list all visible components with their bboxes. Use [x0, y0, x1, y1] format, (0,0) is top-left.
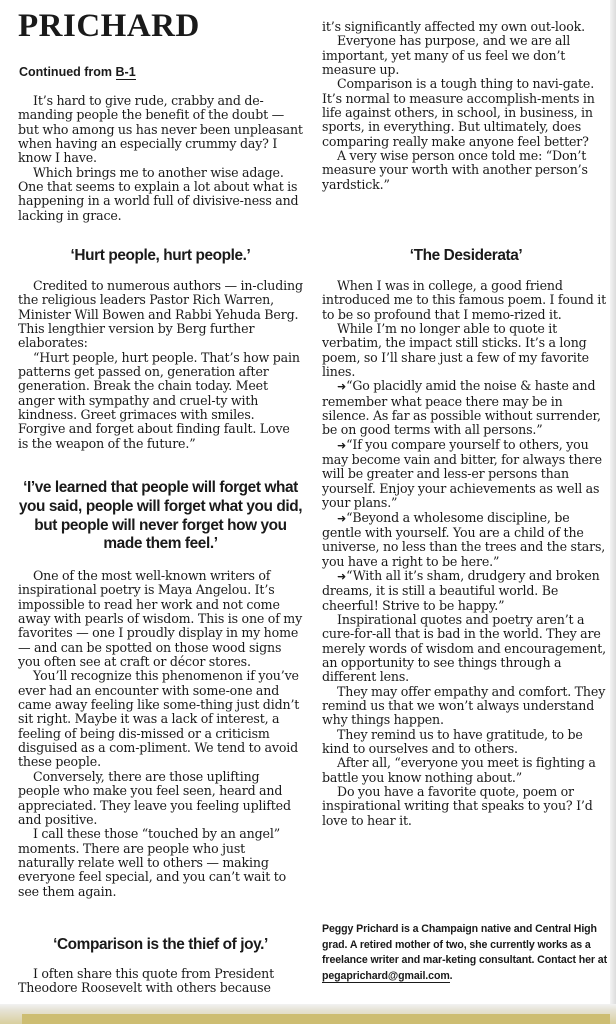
quote-paragraph [322, 511, 610, 569]
bio-text: Peggy Prichard is a Champaign native and Central High grad. A retired mother of two, she currently works as a freelance writer and mar-keting consultant. Contact her at [322, 923, 608, 966]
continued-page-link[interactable]: B-1 [115, 65, 136, 79]
paragraph: One of the most well-known writers of inspirational poetry is Maya Angelou. It’s impossible to read her work and not come away with pearls of wisdom. This is one of my favorites — one I proudly display in my home — and can be spotted on those wood signs you often see at craft or décor stores. [18, 568, 303, 670]
section-hurt-people-text [18, 279, 303, 451]
quote-paragraph [322, 569, 610, 613]
paragraph: After all, “everyone you meet is fighting a battle you know nothing about.” [322, 755, 596, 785]
paragraph: While I’m no longer able to quote it verbatim, the impact still sticks. It’s a long poem, so I’ll share just a few of my favorite lines. [322, 321, 589, 380]
paragraph: I call these those “touched by an angel” moments. There are people who just naturally relate well to others — making everyone feel special, and you can’t wait to see them again. [18, 826, 287, 899]
intro-text [18, 94, 303, 223]
quote-text: “Go placidly amid the noise & haste and remember what peace there may be in silence. As far as possible without surrender, be on good terms with all persons.” [322, 378, 601, 438]
quote-paragraph [322, 379, 610, 437]
paragraph: Conversely, there are those uplifting people who make you feel seen, heard and appreciated. They leave you feeling uplifted and positive. [18, 768, 291, 827]
paragraph: They remind us to have gratitude, to be kind to ourselves and to others. [322, 726, 583, 756]
paragraph: It’s hard to give rude, crabby and de-manding people the benefit of the doubt — but who among us has never been unpleasant when having an especially crummy day? I know I have. [18, 93, 303, 166]
author-bio [322, 922, 610, 984]
quote-text: “Beyond a wholesome discipline, be gentle with yourself. You are a child of the universe, no less than the trees and the stars, you have a right to be here.” [322, 509, 606, 569]
author-email-link[interactable]: pegaprichard@gmail.com [322, 969, 450, 982]
arrow-icon: ➜ [337, 438, 347, 452]
subhead-hurt-people: ‘Hurt people, hurt people.’ [70, 247, 251, 264]
paragraph: Comparison is a tough thing to navi-gate. It’s normal to measure accomplish-ments in life against others, in school, in business, in sports, in everything. But ultimately, does comparing really make anyone feel better? [322, 76, 595, 149]
bottom-tan-strip [22, 1014, 610, 1024]
subhead-desiderata: ‘The Desiderata’ [409, 247, 523, 264]
continued-label: Continued from [19, 65, 116, 79]
paragraph: “Hurt people, hurt people. That’s how pain patterns get passed on, generation after generation. Break the chain today. Meet anger with sympathy and cruel-ty with kindness. Greet grimaces with smiles. Forgive and forget about finding fault. Love is the weapon of the future.” [18, 349, 300, 451]
right-top-text [322, 20, 610, 192]
bio-paragraph [322, 922, 610, 984]
bio-end: . [449, 969, 453, 982]
subhead-angelou-quote: ‘I’ve learned that people will forget what you said, people will forget what you did, but people will never forget how you made them feel.’ [18, 479, 303, 553]
article-title: PRICHARD [18, 8, 200, 44]
paragraph: I often share this quote from President Theodore Roosevelt with others because [18, 966, 275, 996]
continued-from [19, 64, 136, 80]
paragraph: Everyone has purpose, and we are all important, yet many of us feel we don’t measure up. [322, 33, 571, 78]
quote-paragraph [322, 438, 610, 511]
paragraph: Credited to numerous authors — in-cluding the religious leaders Pastor Rich Warren, Minister Will Bowen and Rabbi Yehuda Berg. This lengthier version by Berg further elaborates: [18, 278, 303, 351]
section-comparison-text [18, 967, 303, 996]
paragraph: A very wise person once told me: “Don’t measure your worth with another person’s yardstick.” [322, 148, 588, 192]
paragraph: Which brings me to another wise adage. One that seems to explain a lot about what is happening in a world full of divisive-ness and lacking in grace. [18, 164, 299, 223]
section-angelou-text [18, 569, 303, 899]
quote-text: “With all it’s sham, drudgery and broken dreams, it is still a beautiful world. Be cheerful! Strive to be happy.” [322, 567, 600, 613]
paragraph: it’s significantly affected my own out-look. [322, 19, 586, 34]
arrow-icon: ➜ [337, 511, 347, 525]
arrow-icon: ➜ [337, 569, 347, 583]
page-edge-shadow [610, 0, 616, 1024]
paragraph: You’ll recognize this phenomenon if you’ve ever had an encounter with some-one and came away feeling like some-thing just didn’t sit right. Maybe it was a lack of interest, a feeling of being dis-missed or a criticism disguised as a com-pliment. We tend to avoid these people. [18, 668, 300, 770]
paragraph: When I was in college, a good friend introduced me to this famous poem. I found it to be so profound that I memo-rized it. [322, 278, 607, 322]
paragraph: They may offer empathy and comfort. They remind us that we won’t always understand why things happen. [322, 683, 606, 728]
arrow-icon: ➜ [337, 380, 347, 394]
paragraph: Do you have a favorite quote, poem or inspirational writing that speaks to you? I’d love to hear it. [322, 784, 593, 828]
subhead-comparison: ‘Comparison is the thief of joy.’ [53, 936, 268, 953]
section-desiderata-text [322, 279, 610, 828]
quote-text: “If you compare yourself to others, you may become vain and bitter, for always there will be greater and less-er persons than yourself. Enjoy your achievements as well as your plans.” [322, 436, 602, 511]
paragraph: Inspirational quotes and poetry aren’t a cure-for-all that is bad in the world. They are merely words of wisdom and encouragement, an opportunity to see things through a different lens. [322, 611, 606, 685]
